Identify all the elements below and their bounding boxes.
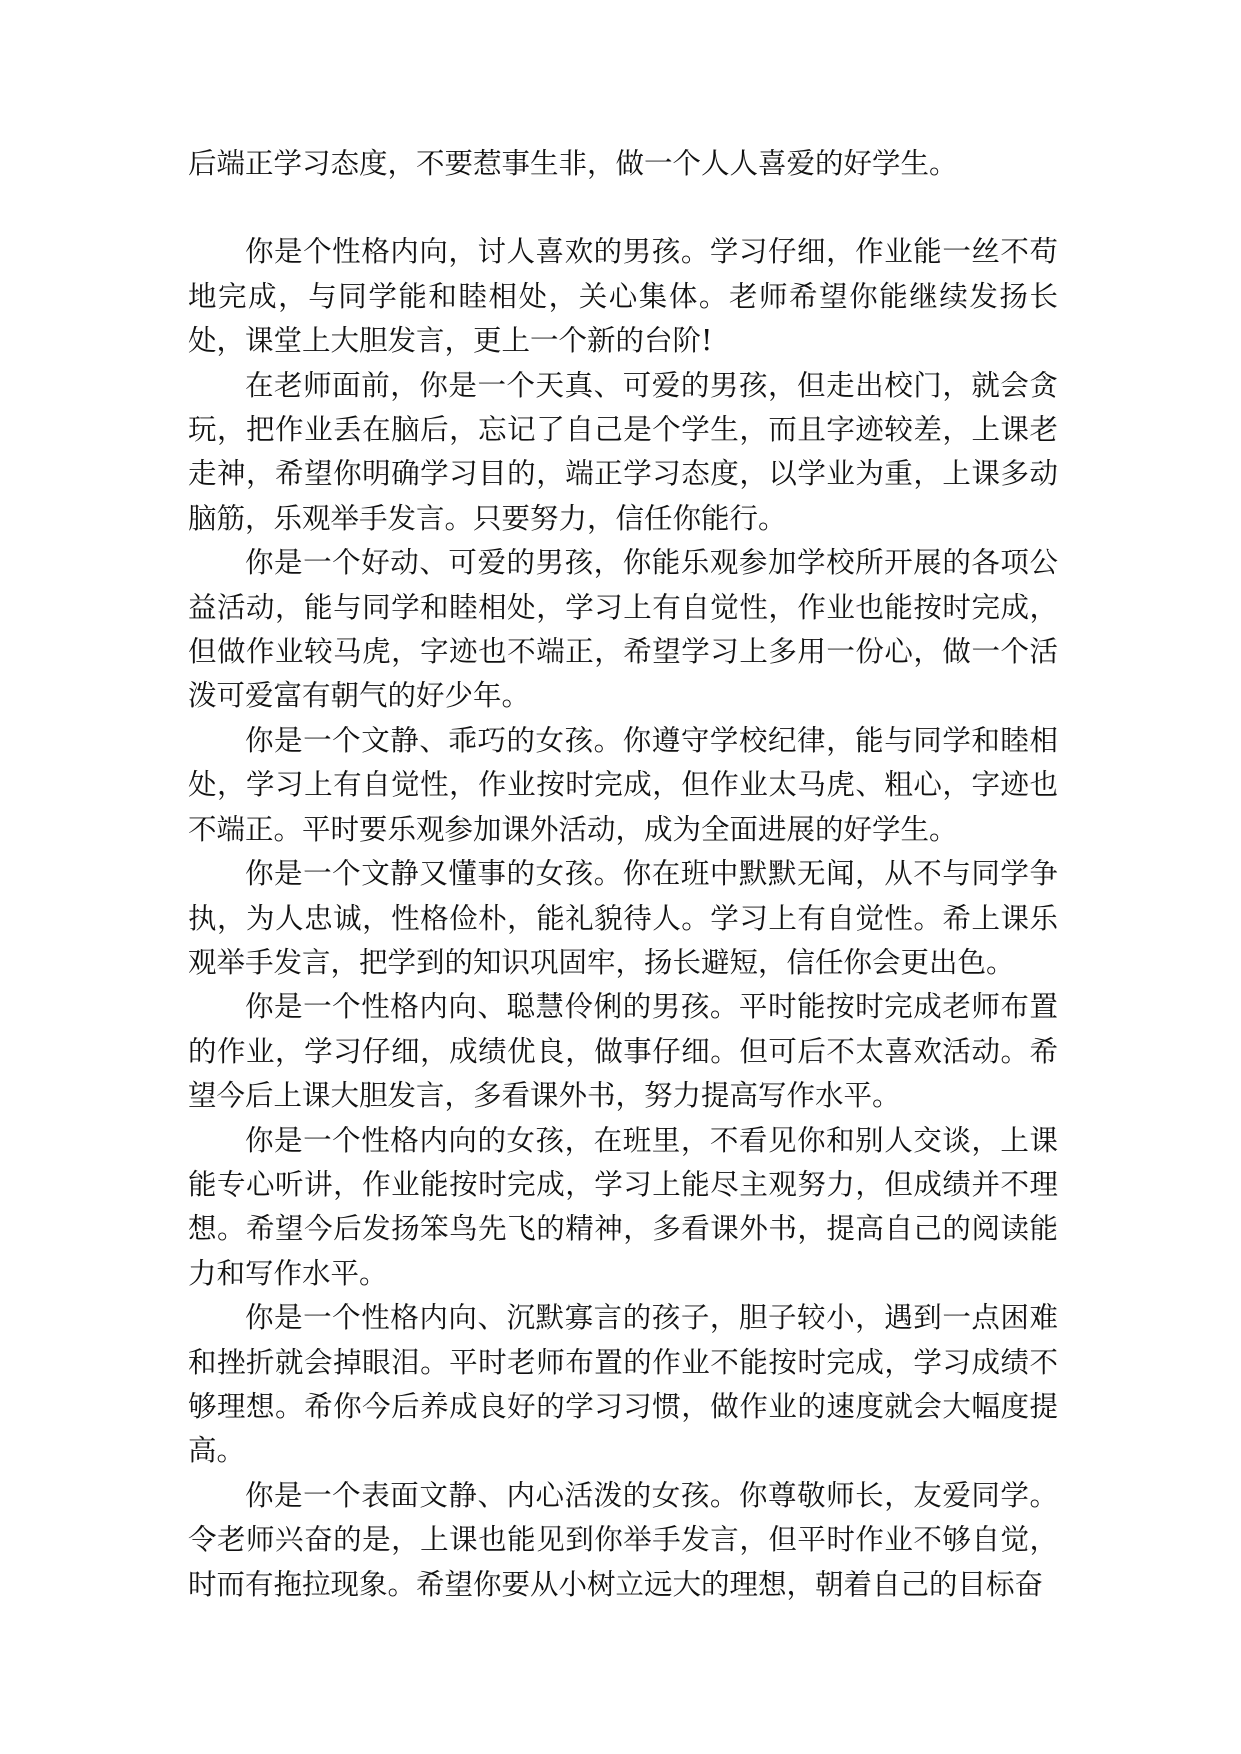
comment-paragraph-9: 你是一个表面文静、内心活泼的女孩。你尊敬师长，友爱同学。令老师兴奋的是，上课也能见到你举手发言，但平时作业不够自觉，时而有拖拉现象。希望你要从小树立远大的理想，朝着自己的目标奋 xyxy=(188,1478,1058,1601)
paragraph-continuation: 后端正学习态度，不要惹事生非，做一个人人喜爱的好学生。 xyxy=(188,147,958,180)
document-page xyxy=(188,142,1058,1607)
comment-paragraph-5: 你是一个文静又懂事的女孩。你在班中默默无闻，从不与同学争执，为人忠诚，性格俭朴，能礼貌待人。学习上有自觉性。希上课乐观举手发言，把学到的知识巩固牢，扬长避短，信任你会更出色。 xyxy=(188,857,1058,979)
comment-paragraph-2: 在老师面前，你是一个天真、可爱的男孩，但走出校门，就会贪玩，把作业丢在脑后，忘记了自己是个学生，而且字迹较差，上课老走神，希望你明确学习目的，端正学习态度，以学业为重，上课多动脑筋，乐观举手发言。只要努力，信任你能行。 xyxy=(188,368,1058,535)
paragraph-gap xyxy=(188,186,1058,230)
comment-paragraph-1: 你是个性格内向，讨人喜欢的男孩。学习仔细，作业能一丝不苟地完成，与同学能和睦相处，关心集体。老师希望你能继续发扬长处，课堂上大胆发言，更上一个新的台阶! xyxy=(188,235,1058,358)
comment-paragraph-4: 你是一个文静、乖巧的女孩。你遵守学校纪律，能与同学和睦相处，学习上有自觉性，作业按时完成，但作业太马虎、粗心，字迹也不端正。平时要乐观参加课外活动，成为全面进展的好学生。 xyxy=(188,723,1058,846)
comment-paragraph-3: 你是一个好动、可爱的男孩，你能乐观参加学校所开展的各项公益活动，能与同学和睦相处，学习上有自觉性，作业也能按时完成，但做作业较马虎，字迹也不端正，希望学习上多用一份心，做一个活泼可爱富有朝气的好少年。 xyxy=(188,546,1058,713)
comment-paragraph-6: 你是一个性格内向、聪慧伶俐的男孩。平时能按时完成老师布置的作业，学习仔细，成绩优良，做事仔细。但可后不太喜欢活动。希望今后上课大胆发言，多看课外书，努力提高写作水平。 xyxy=(188,990,1058,1113)
comment-paragraph-8: 你是一个性格内向、沉默寡言的孩子，胆子较小，遇到一点困难和挫折就会掉眼泪。平时老师布置的作业不能按时完成，学习成绩不够理想。希你今后养成良好的学习习惯，做作业的速度就会大幅度提高。 xyxy=(188,1301,1058,1468)
comment-paragraph-7: 你是一个性格内向的女孩，在班里，不看见你和别人交谈，上课能专心听讲，作业能按时完成，学习上能尽主观努力，但成绩并不理想。希望今后发扬笨鸟先飞的精神，多看课外书，提高自己的阅读能力和写作水平。 xyxy=(188,1123,1058,1290)
